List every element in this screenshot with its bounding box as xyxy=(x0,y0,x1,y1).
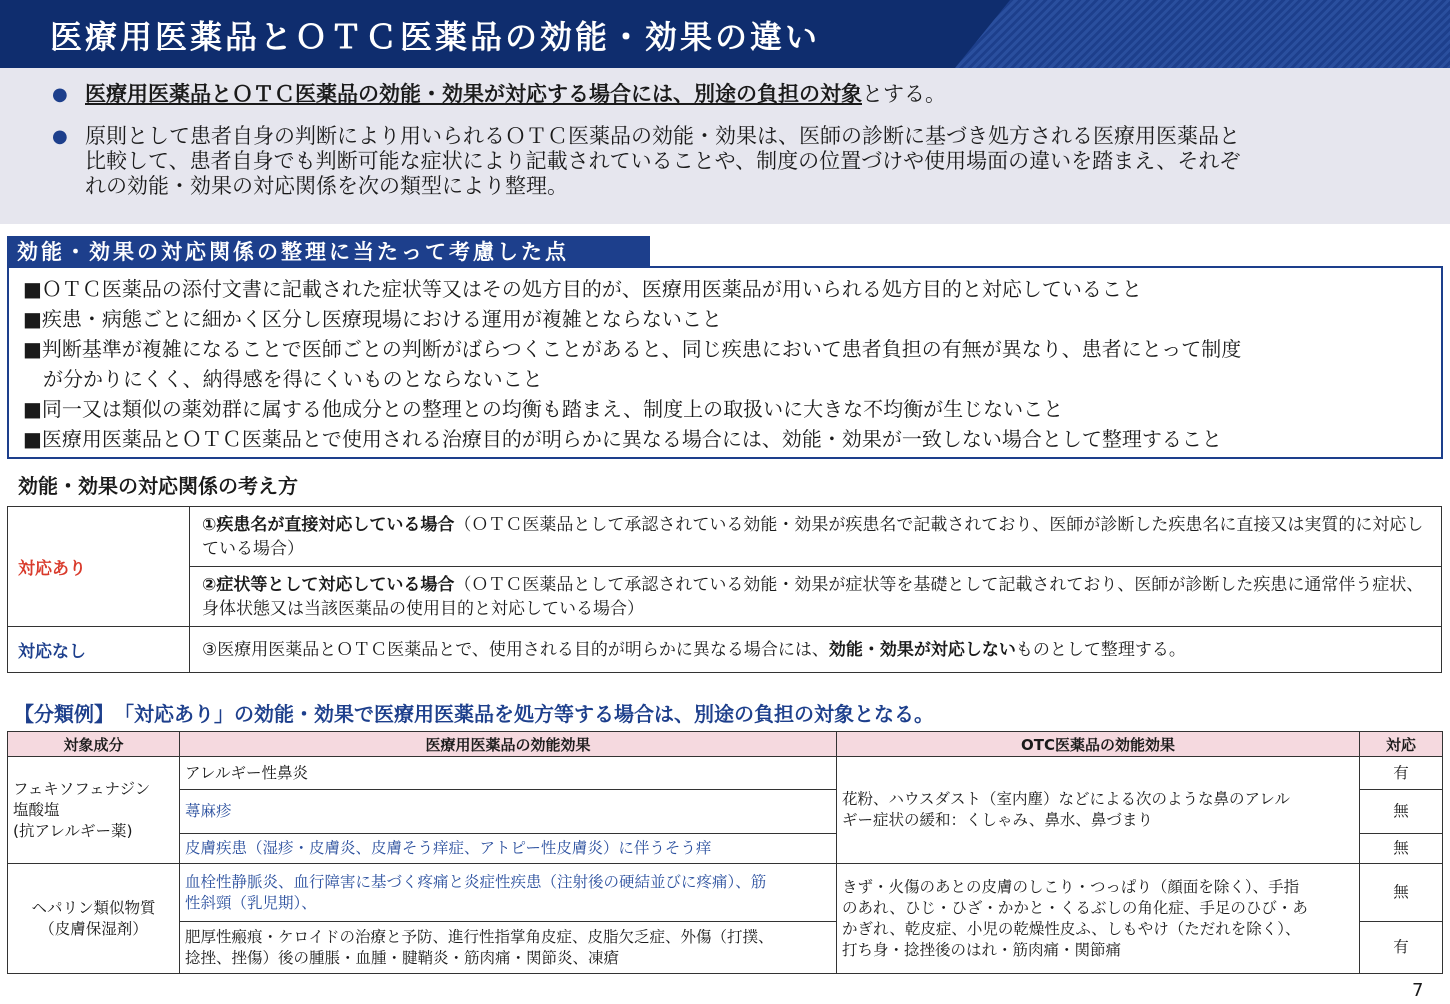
intro-bullet-2-text: 原則として患者自身の判断により用いられるＯＴＣ医薬品の効能・効果は、医師の診断に基づき処方される医療用医薬品と 比較して、患者自身でも判断可能な症状により記載されていることや、制度の位置づけや使用場面の違いを踏まえ、それぞ れの効能・効果の対応関係を次の類型により整理。 xyxy=(85,124,1241,198)
mark-cell: 有 xyxy=(1360,922,1443,974)
mark-cell: 無 xyxy=(1360,864,1443,922)
label-correspondence-yes: 対応あり xyxy=(8,507,190,627)
classification-table xyxy=(7,731,1443,974)
intro-bullet-1-rest: とする。 xyxy=(862,82,946,106)
consideration-item: ■同一又は類似の薬効群に属する他成分との整理との均衡も踏まえ、制度上の取扱いに大きな不均衡が生じないこと xyxy=(23,397,1064,421)
case-3-strong: 効能・効果が対応しない xyxy=(828,639,1016,660)
table-row xyxy=(8,757,1443,790)
page-number: 7 xyxy=(1412,980,1424,1001)
case-1-rest: （ＯＴＣ医薬品として承認されている効能・効果が疾患名で記載されており、医師が診断した疾患名に直接又は実質的に対応している場合） xyxy=(202,514,1424,559)
otc-effect-cell: きず・火傷のあとの皮膚のしこり・つっぱり（顔面を除く）、手指 のあれ、ひじ・ひざ・かかと・くるぶしの角化症、手足のひび・あ かぎれ、乾皮症、小児の乾燥性皮ふ、しもやけ（ただれを除く）、 打ち身・捻挫後のはれ・筋肉痛・関節痛 xyxy=(837,864,1360,974)
ingredient-cell: ヘパリン類似物質 （皮膚保湿剤） xyxy=(8,864,180,974)
rx-effect-cell: 皮膚疾患（湿疹・皮膚炎、皮膚そう痒症、アトピー性皮膚炎）に伴うそう痒 xyxy=(180,834,837,864)
ingredient-cell: フェキソフェナジン 塩酸塩 (抗アレルギー薬) xyxy=(8,757,180,864)
case-3: ③医療用医薬品とＯＴＣ医薬品とで、使用される目的が明らかに異なる場合には、効能・効果が対応しないものとして整理する。 xyxy=(190,627,1442,673)
otc-effect-cell: 花粉、ハウスダスト（室内塵）などによる次のような鼻のアレル ギー症状の緩和：くしゃみ、鼻水、鼻づまり xyxy=(837,757,1360,864)
rx-effect-cell: アレルギー性鼻炎 xyxy=(180,757,837,790)
consideration-item: ■ＯＴＣ医薬品の添付文書に記載された症状等又はその処方目的が、医療用医薬品が用いられる処方目的と対応していること xyxy=(23,277,1142,301)
approach-title: 効能・効果の対応関係の考え方 xyxy=(18,474,298,498)
label-correspondence-no: 対応なし xyxy=(8,627,190,673)
consideration-item: ■医療用医薬品とＯＴＣ医薬品とで使用される治療目的が明らかに異なる場合には、効能・効果が一致しない場合として整理すること xyxy=(23,427,1222,451)
case-2-strong: ②症状等として対応している場合 xyxy=(202,574,455,595)
rx-effect-cell: 蕁麻疹 xyxy=(180,790,837,834)
mark-cell: 有 xyxy=(1360,757,1443,790)
considerations-box xyxy=(7,266,1443,459)
bullet-dot-icon: ● xyxy=(52,84,68,105)
header-rx-effect: 医療用医薬品の効能効果 xyxy=(180,732,837,757)
correspondence-table xyxy=(7,506,1442,673)
classification-title: 【分類例】 「対応あり」の効能・効果で医療用医薬品を処方等する場合は、別途の負担の対象となる。 xyxy=(14,702,934,726)
bullet-dot-icon: ● xyxy=(52,126,68,147)
page-title: 医療用医薬品とＯＴＣ医薬品の効能・効果の違い xyxy=(50,18,821,56)
intro-bullet-1-strong: 医療用医薬品とＯＴＣ医薬品の効能・効果が対応する場合には、別途の負担の対象 xyxy=(85,82,862,106)
mark-cell: 無 xyxy=(1360,834,1443,864)
rx-effect-cell: 肥厚性瘢痕・ケロイドの治療と予防、進行性指掌角皮症、皮脂欠乏症、外傷（打撲、 捻挫、挫傷）後の腫脹・血腫・腱鞘炎・筋肉痛・関節炎、凍瘡 xyxy=(180,922,837,974)
case-2 xyxy=(190,567,1442,627)
case-1-strong: ①疾患名が直接対応している場合 xyxy=(202,514,455,535)
header-ingredient: 対象成分 xyxy=(8,732,180,757)
case-2-rest: （ＯＴＣ医薬品として承認されている効能・効果が症状等を基礎として記載されており、医師が診断した疾患に通常伴う症状、身体状態又は当該医薬品の使用目的と対応している場合） xyxy=(202,574,1424,619)
header-otc-effect: OTC医薬品の効能効果 xyxy=(837,732,1360,757)
consideration-item: ■疾患・病態ごとに細かく区分し医療現場における運用が複雑とならないこと xyxy=(23,307,722,331)
considerations-heading: 効能・効果の対応関係の整理に当たって考慮した点 xyxy=(7,236,650,268)
case-1 xyxy=(190,507,1442,567)
rx-effect-cell: 血栓性静脈炎、血行障害に基づく疼痛と炎症性疾患（注射後の硬結並びに疼痛）、筋 性斜頸（乳児期）、 xyxy=(180,864,837,922)
header-correspondence: 対応 xyxy=(1360,732,1443,757)
table-row xyxy=(8,864,1443,922)
mark-cell: 無 xyxy=(1360,790,1443,834)
consideration-item: ■判断基準が複雑になることで医師ごとの判断がばらつくことがあると、同じ疾患において患者負担の有無が異なり、患者にとって制度 が分かりにくく、納得感を得にくいものとならないこと xyxy=(23,337,1242,391)
